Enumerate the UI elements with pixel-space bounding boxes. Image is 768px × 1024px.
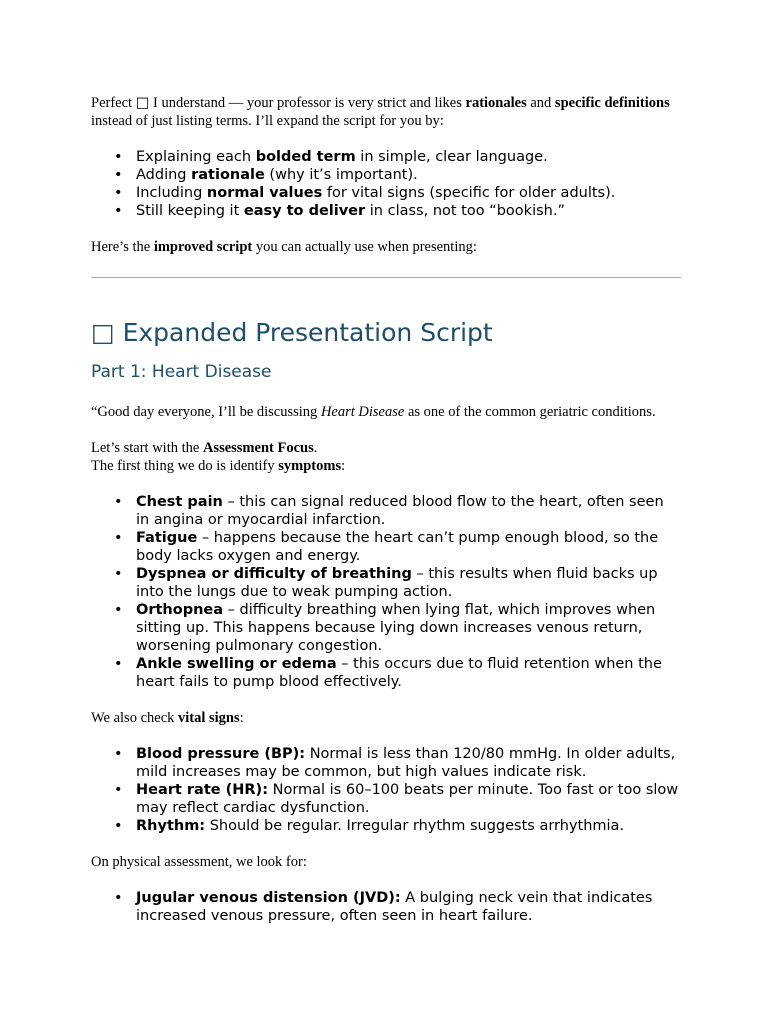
- physical-assessment-paragraph: On physical assessment, we look for:: [91, 854, 307, 870]
- list-item: • Orthopnea – difficulty breathing when lying flat, which improves when sitting up. This happens because lying down increases venous return, worsening pulmonary congestion.: [136, 601, 681, 655]
- vital-signs-list: [91, 745, 681, 835]
- list-item: • Adding rationale (why it’s important).: [136, 166, 681, 184]
- divider: [91, 277, 681, 278]
- assessment-paragraph: Let’s start with the Assessment Focus. The first thing we do is identify symptoms:: [91, 440, 346, 474]
- symptoms-list: [91, 493, 681, 691]
- document-page: [91, 94, 681, 925]
- list-item: • Fatigue – happens because the heart can’t pump enough blood, so the body lacks oxygen and energy.: [136, 529, 681, 565]
- list-item: • Chest pain – this can signal reduced blood flow to the heart, often seen in angina or myocardial infarction.: [136, 493, 681, 529]
- opening-quote: “Good day everyone, I’ll be discussing Heart Disease as one of the common geriatric conditions.: [91, 404, 656, 420]
- vital-signs-paragraph: We also check vital signs:: [91, 710, 244, 726]
- list-item: • Jugular venous distension (JVD): A bulging neck vein that indicates increased venous pressure, often seen in heart failure.: [136, 889, 681, 925]
- missing-glyph-icon: □: [91, 318, 115, 347]
- intro-list: [91, 148, 681, 220]
- intro-closing-paragraph: Here’s the improved script you can actually use when presenting:: [91, 239, 477, 255]
- list-item: • Including normal values for vital signs (specific for older adults).: [136, 184, 681, 202]
- page-title: □ Expanded Presentation Script: [91, 318, 493, 347]
- list-item: • Dyspnea or difficulty of breathing – this results when fluid backs up into the lungs due to weak pumping action.: [136, 565, 681, 601]
- section-title: Part 1: Heart Disease: [91, 362, 272, 382]
- list-item: • Rhythm: Should be regular. Irregular rhythm suggests arrhythmia.: [136, 817, 681, 835]
- list-item: • Heart rate (HR): Normal is 60–100 beats per minute. Too fast or too slow may reflect cardiac dysfunction.: [136, 781, 681, 817]
- list-item: • Explaining each bolded term in simple, clear language.: [136, 148, 681, 166]
- intro-paragraph: Perfect □ I understand — your professor is very strict and likes rationales and specific definitions instead of just listing terms. I’ll expand the script for you by:: [91, 95, 670, 129]
- missing-glyph-icon: □: [135, 95, 150, 111]
- list-item: • Still keeping it easy to deliver in class, not too “bookish.”: [136, 202, 681, 220]
- physical-assessment-list: [91, 889, 681, 925]
- list-item: • Ankle swelling or edema – this occurs due to fluid retention when the heart fails to pump blood effectively.: [136, 655, 681, 691]
- list-item: • Blood pressure (BP): Normal is less than 120/80 mmHg. In older adults, mild increases may be common, but high values indicate risk.: [136, 745, 681, 781]
